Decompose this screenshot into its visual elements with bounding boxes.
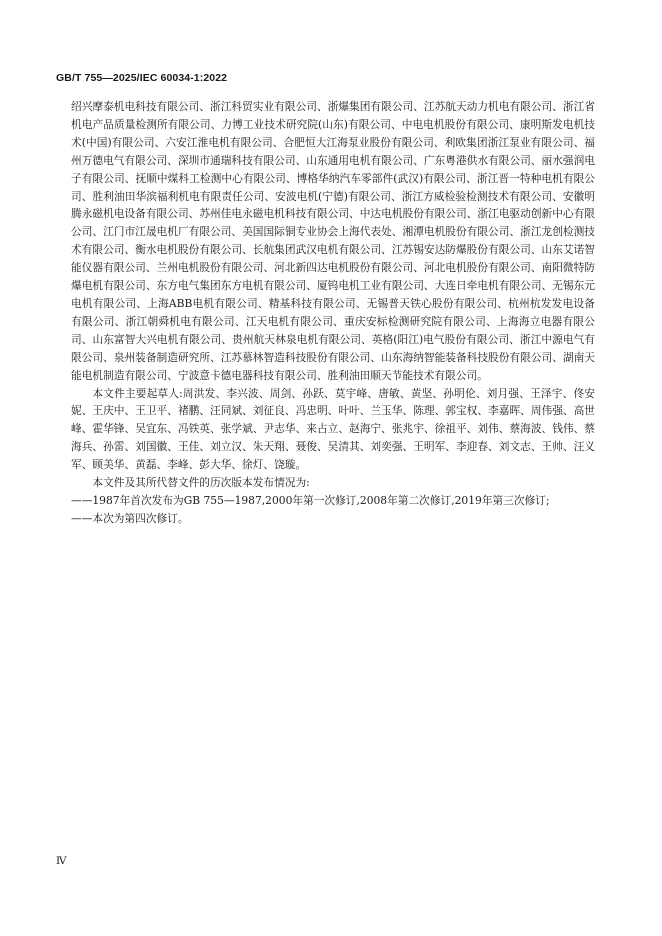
document-body	[71, 98, 595, 528]
history-intro: 本文件及其所代替文件的历次版本发布情况为:	[92, 476, 310, 490]
companies-paragraph: 绍兴摩泰机电科技有限公司、浙江科贸实业有限公司、浙爆集团有限公司、江苏航天动力机电有限公司、浙江省机电产品质量检测所有限公司、力博工业技术研究院(山东)有限公司、中电电机股份有限公司、康明斯发电机技术(中国)有限公司、六安江淮电机有限公司、合肥恒大江海泵业股份有限公司、利欧集团浙江泵业有限公司、福州万德电气有限公司、深圳市通瑞科技有限公司、山东通用电机有限公司、广东粤港供水有限公司、丽水强润电子有限公司、抚顺中煤科工检测中心有限公司、博格华纳汽车零部件(武汉)有限公司、浙江晋一特种电机有限公司、胜利油田华滨福利机电有限责任公司、安波电机(宁德)有限公司、浙江方威检验检测技术有限公司、安徽明腾永磁机电设备有限公司、苏州佳电永磁电机科技有限公司、中达电机股份有限公司、浙江电驱动创新中心有限公司、江门市江晟电机厂有限公司、美国国际铜专业协会上海代表处、湘潭电机股份有限公司、浙江龙创检测技术有限公司、衡水电机股份有限公司、长航集团武汉电机有限公司、江苏锡安达防爆股份有限公司、山东艾诺智能仪器有限公司、兰州电机股份有限公司、河北新四达电机股份有限公司、河北电机股份有限公司、南阳微特防爆电机有限公司、东方电气集团东方电机有限公司、厦钨电机工业有限公司、大连日牵电机有限公司、无锡东元电机有限公司、上海ABB电机有限公司、精基科技有限公司、无锡普天铁心股份有限公司、杭州杭发发电设备有限公司、浙江朝舜机电有限公司、江天电机有限公司、重庆安标检测研究院有限公司、上海海立电器有限公司、山东富智大兴电机有限公司、贵州航天林泉电机有限公司、英格(阳江)电气股份有限公司、浙江中源电气有限公司、泉州装备制造研究所、江苏慕林智造科技股份有限公司、山东海纳智能装备科技股份有限公司、湖南天能电机制造有限公司、宁波意卡德电器科技有限公司、胜利油田顺天节能技术有限公司。	[71, 100, 595, 382]
history-item-2: ——本次为第四次修订。	[71, 511, 189, 525]
page-number: Ⅳ	[56, 856, 67, 867]
history-item-1: ——1987年首次发布为GB 755—1987,2000年第一次修订,2008年第二次修订,2019年第三次修订;	[71, 493, 550, 507]
standard-code-header: GB/T 755—2025/IEC 60034-1:2022	[56, 72, 228, 84]
drafters-paragraph: 本文件主要起草人:周洪发、李兴波、周剑、孙跃、莫宇峰、唐敏、黄坚、孙明伦、刘月强、王泽宇、佟安妮、王庆中、王卫平、褚鹏、汪同斌、刘征良、冯忠明、叶叶、兰玉华、陈理、郭宝权、李嘉晖、周伟强、高世峰、霍华锋、吴宜东、冯铁英、张学斌、尹志华、来占立、赵海宁、张兆宇、徐祖平、刘伟、蔡海波、钱伟、蔡海兵、孙雷、刘国徽、王佳、刘立汉、朱天翔、聂俊、吴清其、刘奕强、王明军、李迎春、刘文志、王帅、汪义军、顾美华、黄磊、李峰、彭大华、徐灯、饶璇。	[71, 386, 595, 472]
